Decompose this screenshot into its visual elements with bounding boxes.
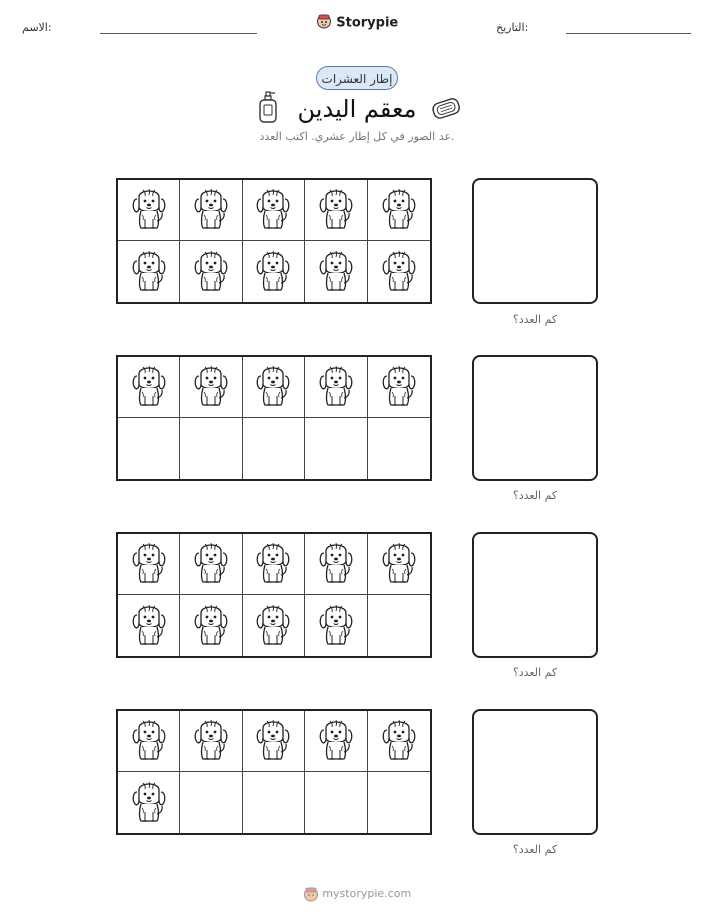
question-label: كم العدد؟ bbox=[512, 489, 558, 502]
puppy-icon bbox=[191, 362, 231, 412]
puppy-icon bbox=[191, 185, 231, 235]
puppy-icon bbox=[253, 601, 293, 651]
frame-cell bbox=[243, 711, 305, 772]
puppy-icon bbox=[129, 185, 169, 235]
frame-cell bbox=[180, 241, 242, 302]
puppy-icon bbox=[253, 539, 293, 589]
frame-cell bbox=[305, 418, 367, 479]
puppy-icon bbox=[379, 185, 419, 235]
frame-cell bbox=[243, 418, 305, 479]
frame-cell bbox=[305, 357, 367, 418]
brand bbox=[0, 13, 714, 33]
frame-cell bbox=[243, 595, 305, 656]
puppy-icon bbox=[379, 247, 419, 297]
frame-cell bbox=[118, 180, 180, 241]
frame-cell bbox=[368, 418, 430, 479]
frame-cell bbox=[305, 711, 367, 772]
puppy-icon bbox=[129, 362, 169, 412]
frame-cell bbox=[368, 357, 430, 418]
frame-cell bbox=[368, 241, 430, 302]
frame-cell bbox=[305, 595, 367, 656]
question-label: كم العدد؟ bbox=[512, 313, 558, 326]
frame-cell bbox=[243, 180, 305, 241]
ten-frame bbox=[116, 178, 432, 304]
frame-cell bbox=[368, 711, 430, 772]
answer-box[interactable] bbox=[472, 709, 598, 835]
puppy-icon bbox=[129, 247, 169, 297]
frame-cell bbox=[118, 418, 180, 479]
frame-cell bbox=[305, 241, 367, 302]
puppy-icon bbox=[316, 185, 356, 235]
date-label: التاريخ: bbox=[496, 21, 529, 34]
date-line[interactable] bbox=[566, 33, 691, 34]
soap-bar-icon bbox=[430, 96, 462, 124]
name-label: الاسم: bbox=[22, 21, 52, 34]
puppy-icon bbox=[316, 539, 356, 589]
instructions: عد الصور في كل إطار عشري. اكتب العدد. bbox=[259, 130, 455, 143]
ten-frame bbox=[116, 532, 432, 658]
answer-box[interactable] bbox=[472, 178, 598, 304]
frame-cell bbox=[305, 180, 367, 241]
frame-cell bbox=[180, 772, 242, 833]
question-label: كم العدد؟ bbox=[512, 666, 558, 679]
frame-cell bbox=[118, 534, 180, 595]
frame-cell bbox=[118, 772, 180, 833]
storypie-logo-icon bbox=[303, 887, 323, 900]
footer bbox=[0, 886, 714, 902]
page-title: معقم اليدين bbox=[297, 95, 417, 123]
puppy-icon bbox=[129, 778, 169, 828]
puppy-icon bbox=[316, 716, 356, 766]
brand-name: Storypie bbox=[336, 15, 399, 31]
puppy-icon bbox=[129, 716, 169, 766]
puppy-icon bbox=[379, 362, 419, 412]
puppy-icon bbox=[379, 539, 419, 589]
question-label: كم العدد؟ bbox=[512, 843, 558, 856]
puppy-icon bbox=[253, 716, 293, 766]
frame-cell bbox=[180, 595, 242, 656]
frame-cell bbox=[180, 418, 242, 479]
puppy-icon bbox=[129, 539, 169, 589]
frame-cell bbox=[368, 595, 430, 656]
frame-cell bbox=[305, 772, 367, 833]
puppy-icon bbox=[191, 601, 231, 651]
puppy-icon bbox=[316, 362, 356, 412]
ten-frame bbox=[116, 709, 432, 835]
frame-cell bbox=[368, 772, 430, 833]
frame-cell bbox=[243, 534, 305, 595]
frame-cell bbox=[118, 711, 180, 772]
frame-cell bbox=[368, 534, 430, 595]
frame-cell bbox=[180, 534, 242, 595]
puppy-icon bbox=[316, 247, 356, 297]
frame-cell bbox=[243, 241, 305, 302]
puppy-icon bbox=[253, 362, 293, 412]
frame-cell bbox=[368, 180, 430, 241]
frame-cell bbox=[118, 595, 180, 656]
footer-url: mystorypie.com bbox=[322, 887, 412, 900]
puppy-icon bbox=[379, 716, 419, 766]
frame-cell bbox=[118, 241, 180, 302]
storypie-logo-icon bbox=[316, 13, 332, 33]
topic-badge: إطار العشرات bbox=[316, 66, 398, 90]
puppy-icon bbox=[316, 601, 356, 651]
frame-cell bbox=[180, 357, 242, 418]
puppy-icon bbox=[253, 247, 293, 297]
ten-frame bbox=[116, 355, 432, 481]
frame-cell bbox=[305, 534, 367, 595]
answer-box[interactable] bbox=[472, 355, 598, 481]
frame-cell bbox=[180, 711, 242, 772]
puppy-icon bbox=[253, 185, 293, 235]
puppy-icon bbox=[191, 247, 231, 297]
frame-cell bbox=[180, 180, 242, 241]
answer-box[interactable] bbox=[472, 532, 598, 658]
name-line[interactable] bbox=[100, 33, 257, 34]
puppy-icon bbox=[129, 601, 169, 651]
frame-cell bbox=[243, 357, 305, 418]
frame-cell bbox=[243, 772, 305, 833]
puppy-icon bbox=[191, 539, 231, 589]
puppy-icon bbox=[191, 716, 231, 766]
frame-cell bbox=[118, 357, 180, 418]
